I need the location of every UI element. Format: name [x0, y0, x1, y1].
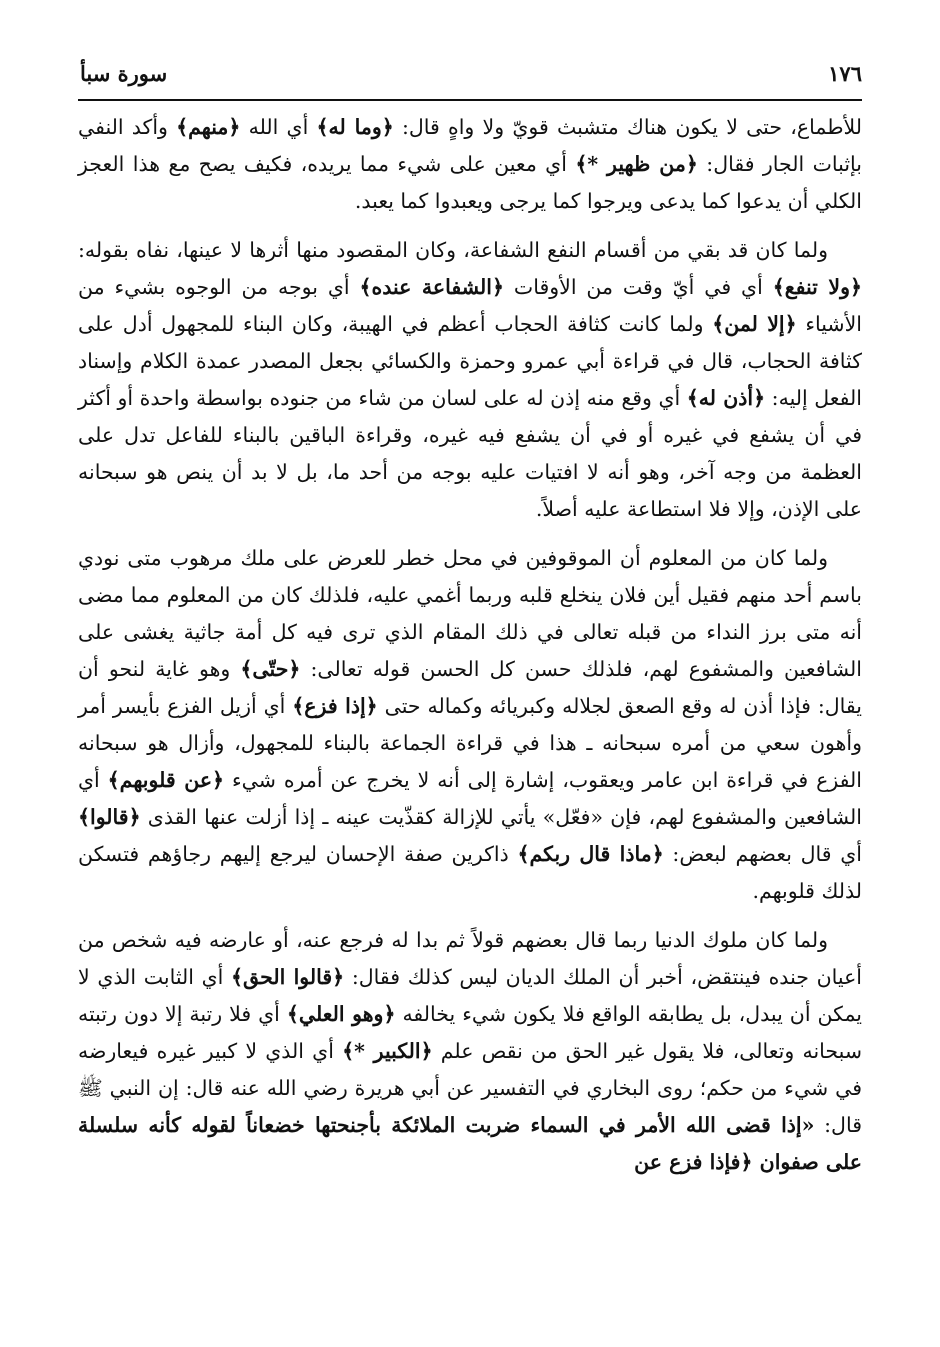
commentary-text: ولما كانت كثافة الحجاب أعظم في الهيبة، وكان البناء للمجهول أدل على كثافة الحجاب، قال في قراءة أبي عمرو وحمزة والكسائي بجعل المصدر عمدة الكلام وإسناد الفعل إليه: — [78, 312, 862, 410]
paragraph — [78, 540, 862, 910]
quran-quote: ﴿ولا تنفع﴾ — [772, 275, 862, 299]
quran-quote: ﴿الشفاعة عنده﴾ — [359, 275, 505, 299]
body-text — [78, 109, 862, 1181]
commentary-text: ولما كان قد بقي من أقسام النفع الشفاعة، وكان المقصود منها أثرها لا عينها، نفاه بقوله: — [78, 238, 828, 262]
commentary-text: أي الثابت الذي لا يمكن أن يبدل، بل يطابقه الواقع فلا يكون شيء يخالفه — [78, 965, 862, 1026]
commentary-text: للأطماع، حتى لا يكون هناك متشبث قويّ ولا واهٍ قال: — [393, 115, 862, 139]
quran-quote: ﴿من ظهير *﴾ — [575, 152, 698, 176]
commentary-text: أي الذي لا كبير غيره فيعارضه في شيء من حكم؛ روى البخاري في التفسير عن أبي هريرة رضي الله عنه قال: إن النبي ﷺ قال: — [78, 1039, 862, 1137]
paragraph — [78, 232, 862, 528]
quran-quote: ﴿إذا فزع﴾ — [292, 694, 378, 718]
quran-quote: ﴿إلا لمن﴾ — [712, 312, 797, 336]
commentary-text: أي الله — [240, 115, 317, 139]
commentary-text: وهو غاية لنحو أن يقال: فإذا أذن له وقع الصعق لجلاله وكبريائه وكماله حتى — [78, 657, 863, 718]
commentary-text: أي بوجه من الوجوه بشيء من الأشياء — [78, 275, 862, 336]
quran-quote: ﴿حتّى﴾ — [240, 657, 301, 681]
commentary-text: ولما كان ملوك الدنيا ربما قال بعضهم قولاً ثم بدا له فرجع عنه، أو عارضه فيه شخص من أعيان جنده فينتقض، أخبر أن الملك الديان ليس كذلك فقال: — [78, 928, 862, 989]
quran-quote: ﴿ماذا قال ربكم﴾ — [517, 842, 664, 866]
commentary-text: أي الشافعين والمشفوع لهم، فإن «فعّل» يأتي للإزالة كقذّيت عينه ـ إذا أزلت عنها القذى — [78, 768, 862, 829]
commentary-text: أي في أيّ وقت من الأوقات — [504, 275, 773, 299]
quran-quote: ﴿منهم﴾ — [176, 115, 241, 139]
commentary-text: وأكد النفي بإثبات الجار فقال: — [78, 115, 862, 176]
quran-quote: ﴿الكبير *﴾ — [342, 1039, 433, 1063]
quran-quote: ﴿وهو العلي﴾ — [286, 1002, 396, 1026]
surah-title: سورة سبأ — [80, 61, 168, 86]
quran-quote: ﴿وما له﴾ — [316, 115, 394, 139]
paragraph — [78, 109, 862, 220]
quran-quote: ﴿فإذا فزع عن — [634, 1150, 753, 1174]
quran-quote: ﴿عن قلوبهم﴾ — [107, 768, 225, 792]
commentary-text: أي قال بعضهم لبعض: — [663, 842, 863, 866]
running-header — [78, 55, 862, 101]
quran-quote: ﴿قالوا﴾ — [78, 805, 141, 829]
commentary-text: ذاكرين صفة الإحسان ليرجع إليهم رجاؤهم فتسكن لذلك قلوبهم. — [78, 842, 862, 903]
commentary-text: أي معين على شيء مما يريده، فكيف يصح مع هذا العجز الكلي أن يدعوا كما يدعى ويرجوا كما يرجى ويعبدوا كما يعبد. — [78, 152, 862, 213]
commentary-text: أي فلا رتبة إلا دون رتبته سبحانه وتعالى، فلا يقول غير الحق من نقص علم — [78, 1002, 862, 1063]
paragraph — [78, 922, 862, 1181]
commentary-text: أي وقع منه إذن له على لسان من شاء من جنوده بواسطة واحدة أو أكثر في أن يشفع في غيره أو في أن يشفع فيه غيره، وقراءة الباقين بالبناء للفاعل تدل على العظمة من وجه آخر، وهو أنه لا افتيات عليه بوجه من أحد ما، بل لا بد أن ينص هو سبحانه على الإذن، وإلا فلا استطاعة عليه أصلاً. — [78, 386, 862, 521]
quran-quote: ﴿قالوا الحق﴾ — [231, 965, 345, 989]
page-number: ١٧٦ — [828, 61, 862, 86]
quran-quote: ﴿أذن له﴾ — [686, 386, 766, 410]
quran-quote: «إذا قضى الله الأمر في السماء ضربت الملائكة بأجنحتها خضعاناً لقوله كأنه سلسلة على صفوان — [78, 1113, 862, 1174]
commentary-text: أي أزيل الفزع بأيسر أمر وأهون سعي من أمره سبحانه ـ هذا في قراءة الجماعة بالبناء للمجهول، وأزال هو سبحانه الفزع في قراءة ابن عامر ويعقوب، إشارة إلى أنه لا يخرج عن أمره شيء — [78, 694, 862, 792]
commentary-text: ولما كان من المعلوم أن الموقوفين في محل خطر للعرض على ملك مرهوب متى نودي باسم أحد منهم فقيل أين فلان ينخلع قلبه وربما أغمي عليه، فلذلك كان من المعلوم مما مضى أنه متى برز النداء من قبله تعالى في ذلك المقام الذي ترى فيه كل أمة جاثية يغشى على الشافعين والمشفوع لهم، فلذلك حسن كل الحسن قوله تعالى: — [78, 546, 862, 681]
book-page — [78, 55, 862, 1315]
